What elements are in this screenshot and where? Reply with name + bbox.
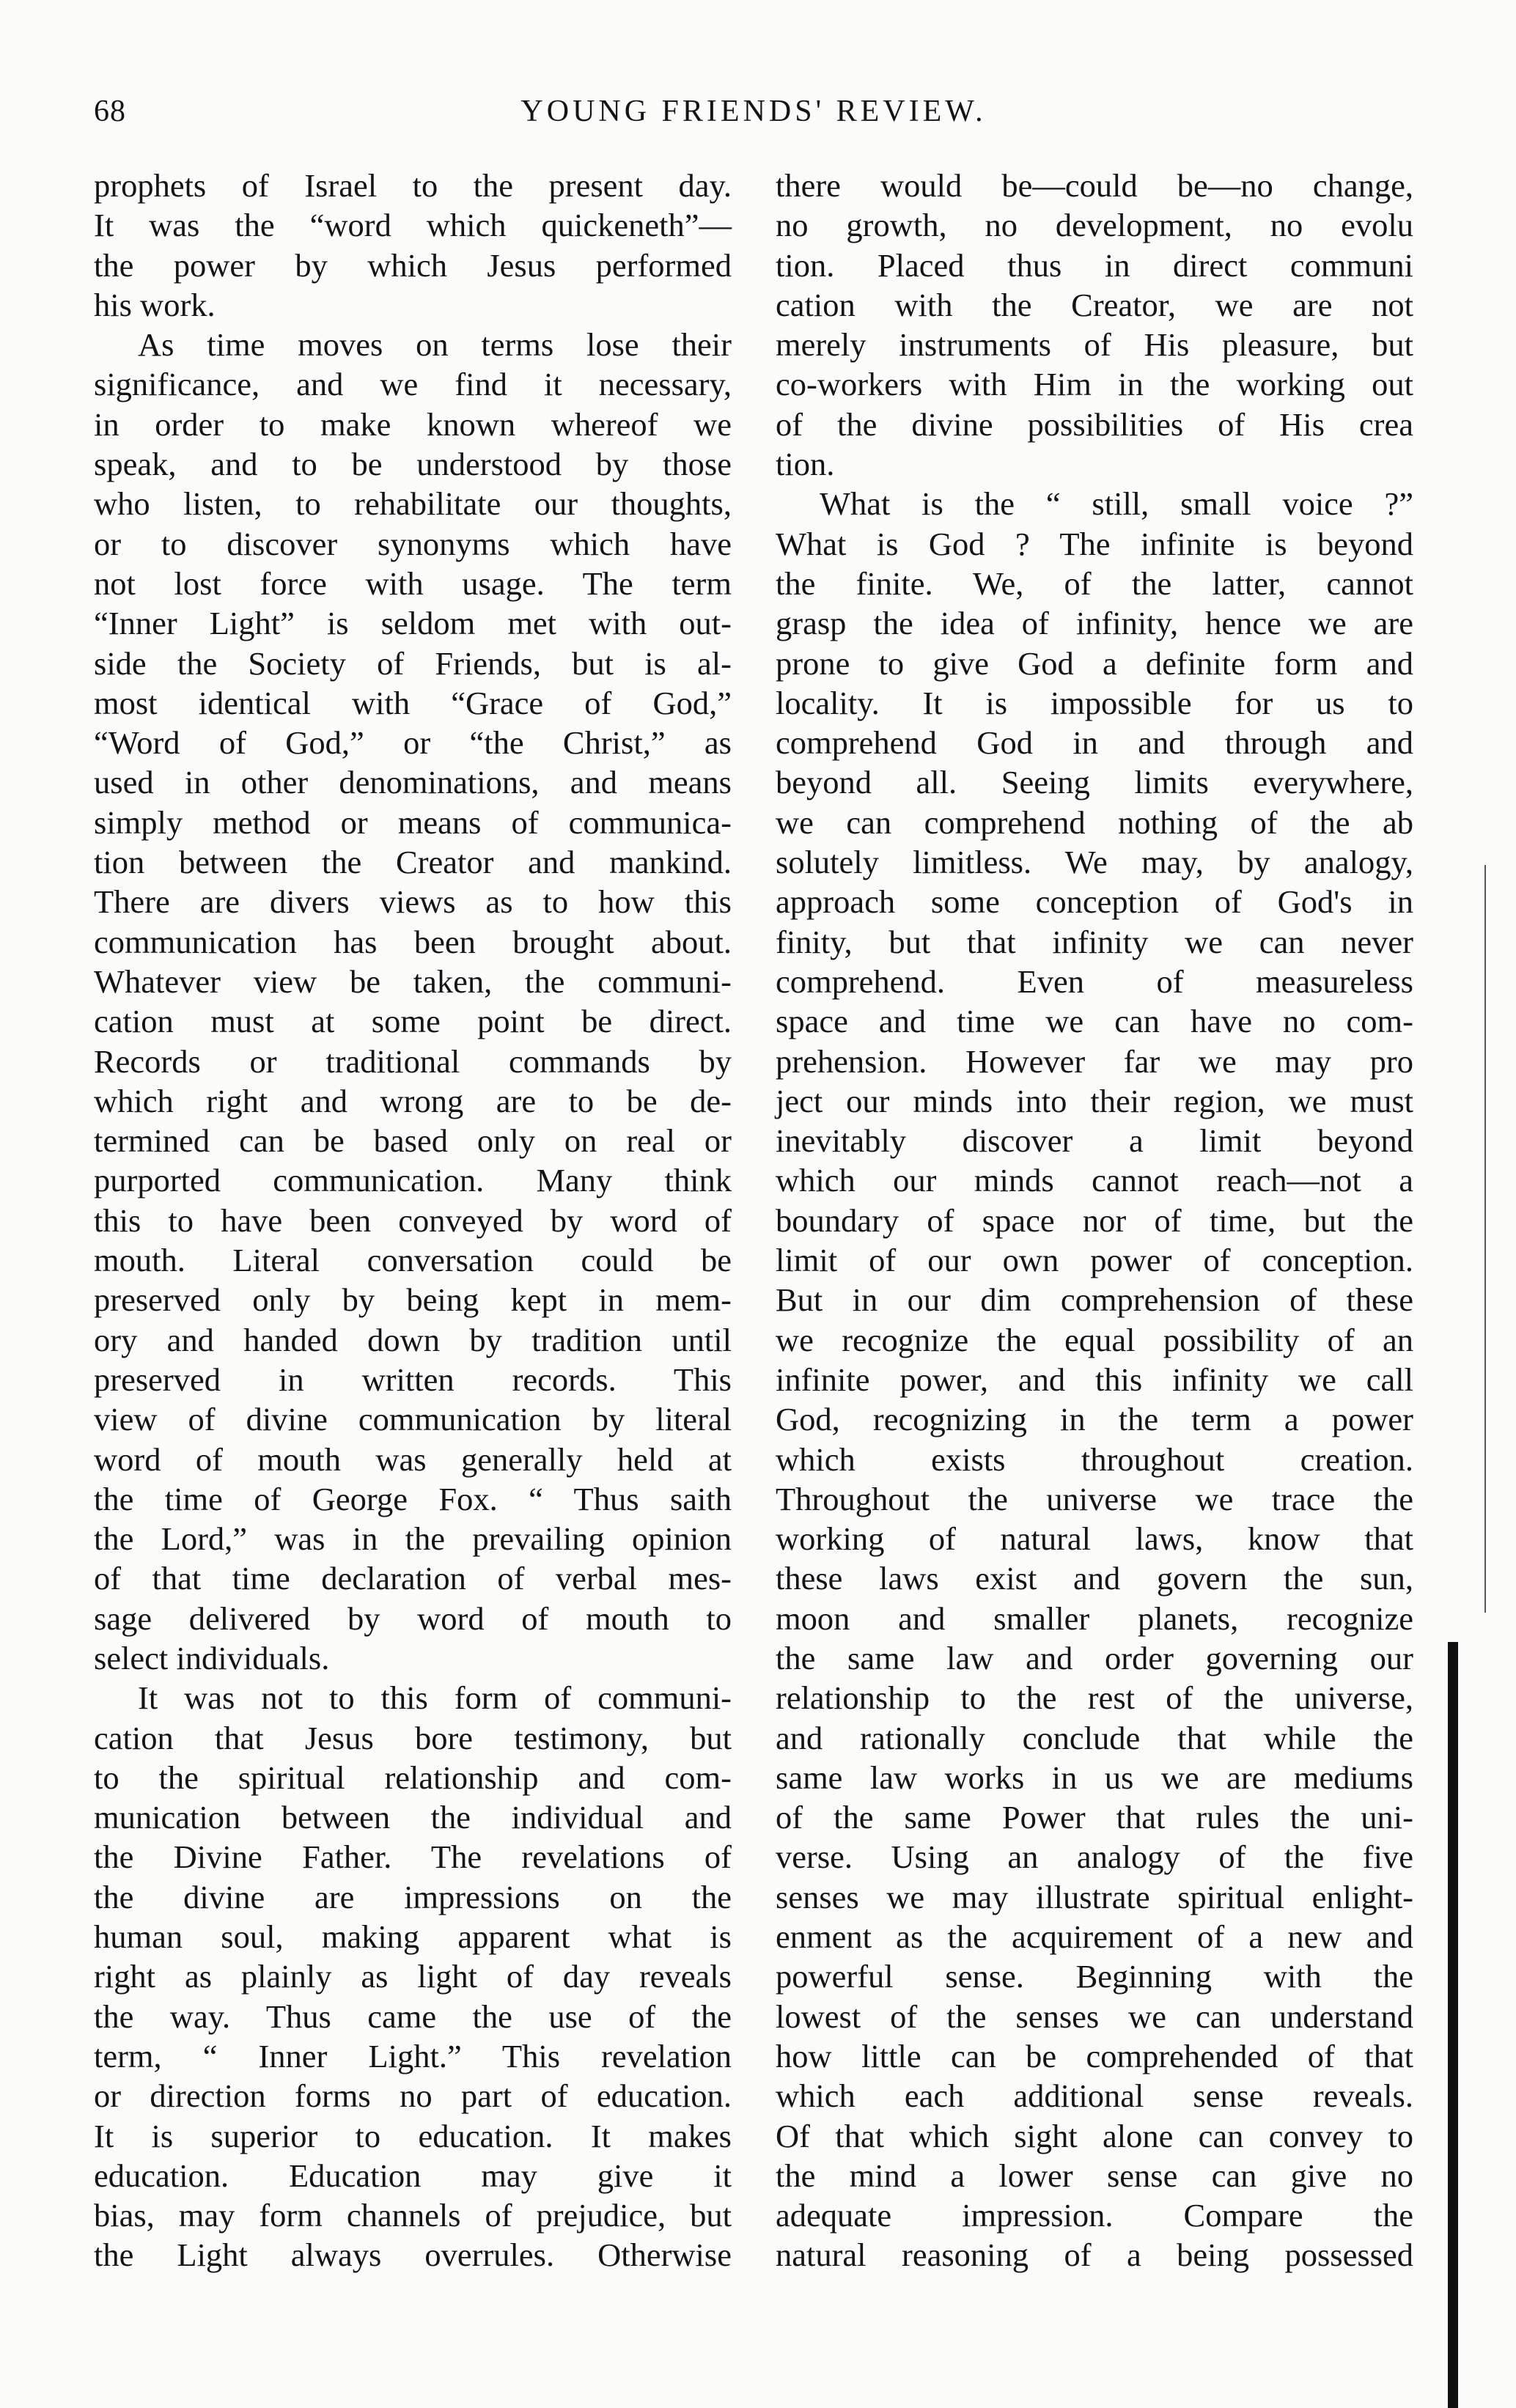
text-line: these laws exist and govern the sun, bbox=[776, 1560, 1413, 1597]
text-line: ory and handed down by tradition until bbox=[94, 1321, 732, 1358]
text-line: and rationally conclude that while the bbox=[776, 1719, 1413, 1756]
text-line: which exists throughout creation. bbox=[776, 1440, 1413, 1478]
text-line: adequate impression. Compare the bbox=[776, 2197, 1413, 2234]
text-line: select individuals. bbox=[94, 1639, 330, 1676]
text-line: we can comprehend nothing of the ab bbox=[776, 803, 1413, 841]
text-line: term, “ Inner Light.” This revelation bbox=[94, 2037, 732, 2074]
text-line: powerful sense. Beginning with the bbox=[776, 1958, 1413, 1995]
text-line: the same law and order governing our bbox=[776, 1639, 1413, 1676]
text-line: no growth, no development, no evolu bbox=[776, 207, 1413, 244]
text-line: the way. Thus came the use of the bbox=[94, 1998, 732, 2035]
text-line: the Divine Father. The revelations of bbox=[94, 1838, 732, 1876]
text-line: It was not to this form of communi- bbox=[138, 1679, 732, 1717]
text-line: how little can be comprehended of that bbox=[776, 2037, 1413, 2074]
text-line: working of natural laws, know that bbox=[776, 1520, 1413, 1558]
text-line: of that time declaration of verbal mes- bbox=[94, 1560, 732, 1597]
text-line: cation with the Creator, we are not bbox=[776, 286, 1413, 323]
text-line: speak, and to be understood by those bbox=[94, 446, 732, 483]
page-edge-line bbox=[1484, 865, 1486, 1613]
text-line: infinite power, and this infinity we call bbox=[776, 1361, 1413, 1398]
text-line: the Light always overrules. Otherwise bbox=[94, 2236, 732, 2274]
text-line: tion. bbox=[776, 446, 835, 483]
text-line: the finite. We, of the latter, cannot bbox=[776, 564, 1413, 602]
text-line: significance, and we find it necessary, bbox=[94, 366, 732, 403]
text-line: mouth. Literal conversation could be bbox=[94, 1242, 732, 1279]
text-line: used in other denominations, and means bbox=[94, 764, 732, 801]
text-line: who listen, to rehabilitate our thoughts, bbox=[94, 485, 732, 523]
text-line: or to discover synonyms which have bbox=[94, 525, 732, 562]
text-line: right as plainly as light of day reveals bbox=[94, 1958, 732, 1995]
text-line: simply method or means of communica- bbox=[94, 803, 732, 841]
text-line: natural reasoning of a being possessed bbox=[776, 2236, 1413, 2274]
text-line: munication between the individual and bbox=[94, 1799, 732, 1836]
text-line: “Inner Light” is seldom met with out- bbox=[94, 605, 732, 642]
text-line: cation must at some point be direct. bbox=[94, 1003, 732, 1040]
text-line: sage delivered by word of mouth to bbox=[94, 1599, 732, 1637]
text-line: Of that which sight alone can convey to bbox=[776, 2117, 1413, 2154]
page-edge-shadow bbox=[1448, 1642, 1458, 2408]
text-line: space and time we can have no com- bbox=[776, 1003, 1413, 1040]
text-line: senses we may illustrate spiritual enlight- bbox=[776, 1878, 1413, 1915]
text-line: “Word of God,” or “the Christ,” as bbox=[94, 724, 732, 762]
text-line: or direction forms no part of education. bbox=[94, 2077, 732, 2115]
text-line: cation that Jesus bore testimony, but bbox=[94, 1719, 732, 1756]
text-line: But in our dim comprehension of these bbox=[776, 1281, 1413, 1319]
text-line: prehension. However far we may pro bbox=[776, 1042, 1413, 1080]
text-line: to the spiritual relationship and com- bbox=[94, 1759, 732, 1796]
text-line: moon and smaller planets, recognize bbox=[776, 1599, 1413, 1637]
text-line: finity, but that infinity we can never bbox=[776, 923, 1413, 960]
text-line: lowest of the senses we can understand bbox=[776, 1998, 1413, 2035]
text-line: relationship to the rest of the universe, bbox=[776, 1679, 1413, 1717]
text-line: boundary of space nor of time, but the bbox=[776, 1201, 1413, 1239]
right-column bbox=[776, 166, 1413, 2275]
text-line: preserved in written records. This bbox=[94, 1361, 732, 1398]
text-line: his work. bbox=[94, 286, 216, 323]
text-line: view of divine communication by literal bbox=[94, 1401, 732, 1438]
text-line: ject our minds into their region, we must bbox=[776, 1082, 1413, 1119]
text-line: comprehend God in and through and bbox=[776, 724, 1413, 762]
text-line: approach some conception of God's in bbox=[776, 883, 1413, 921]
text-line: preserved only by being kept in mem- bbox=[94, 1281, 732, 1319]
text-line: God, recognizing in the term a power bbox=[776, 1401, 1413, 1438]
text-line: this to have been conveyed by word of bbox=[94, 1201, 732, 1239]
text-line: communication has been brought about. bbox=[94, 923, 732, 960]
text-line: word of mouth was generally held at bbox=[94, 1440, 732, 1478]
text-line: enment as the acquirement of a new and bbox=[776, 1918, 1413, 1956]
text-line: It is superior to education. It makes bbox=[94, 2117, 732, 2154]
text-line: beyond all. Seeing limits everywhere, bbox=[776, 764, 1413, 801]
text-line: which our minds cannot reach—not a bbox=[776, 1162, 1413, 1199]
text-line: Whatever view be taken, the communi- bbox=[94, 962, 732, 1000]
page-header bbox=[94, 94, 1413, 145]
text-line: limit of our own power of conception. bbox=[776, 1242, 1413, 1279]
text-line: most identical with “Grace of God,” bbox=[94, 684, 732, 721]
text-line: education. Education may give it bbox=[94, 2157, 732, 2194]
text-line: Records or traditional commands by bbox=[94, 1042, 732, 1080]
text-line: comprehend. Even of measureless bbox=[776, 962, 1413, 1000]
text-line: locality. It is impossible for us to bbox=[776, 684, 1413, 721]
text-line: which right and wrong are to be de- bbox=[94, 1082, 732, 1119]
text-line: purported communication. Many think bbox=[94, 1162, 732, 1199]
text-line: There are divers views as to how this bbox=[94, 883, 732, 921]
text-line: Throughout the universe we trace the bbox=[776, 1480, 1413, 1517]
text-line: As time moves on terms lose their bbox=[138, 326, 732, 364]
left-column bbox=[94, 166, 732, 2275]
text-line: the Lord,” was in the prevailing opinion bbox=[94, 1520, 732, 1558]
text-line: co-workers with Him in the working out bbox=[776, 366, 1413, 403]
text-line: tion. Placed thus in direct communi bbox=[776, 246, 1413, 284]
text-line: side the Society of Friends, but is al- bbox=[94, 644, 732, 682]
text-line: there would be—could be—no change, bbox=[776, 167, 1413, 204]
text-line: the mind a lower sense can give no bbox=[776, 2157, 1413, 2194]
text-line: merely instruments of His pleasure, but bbox=[776, 326, 1413, 364]
text-line: verse. Using an analogy of the five bbox=[776, 1838, 1413, 1876]
text-line: solutely limitless. We may, by analogy, bbox=[776, 844, 1413, 881]
text-line: which each additional sense reveals. bbox=[776, 2077, 1413, 2115]
text-line: in order to make known whereof we bbox=[94, 405, 732, 443]
text-line: What is God ? The infinite is beyond bbox=[776, 525, 1413, 562]
text-line: we recognize the equal possibility of an bbox=[776, 1321, 1413, 1358]
page-number: 68 bbox=[94, 95, 126, 128]
text-line: prophets of Israel to the present day. bbox=[94, 167, 732, 204]
text-line: the power by which Jesus performed bbox=[94, 246, 732, 284]
text-line: prone to give God a definite form and bbox=[776, 644, 1413, 682]
text-line: the divine are impressions on the bbox=[94, 1878, 732, 1915]
text-line: same law works in us we are mediums bbox=[776, 1759, 1413, 1796]
text-line: of the divine possibilities of His crea bbox=[776, 405, 1413, 443]
text-line: human soul, making apparent what is bbox=[94, 1918, 732, 1956]
text-line: What is the “ still, small voice ?” bbox=[820, 485, 1413, 523]
text-line: not lost force with usage. The term bbox=[94, 564, 732, 602]
running-title: YOUNG FRIENDS' REVIEW. bbox=[520, 95, 987, 128]
text-line: It was the “word which quickeneth”— bbox=[94, 207, 732, 244]
text-line: tion between the Creator and mankind. bbox=[94, 844, 732, 881]
text-line: the time of George Fox. “ Thus saith bbox=[94, 1480, 732, 1517]
text-line: grasp the idea of infinity, hence we are bbox=[776, 605, 1413, 642]
text-line: termined can be based only on real or bbox=[94, 1122, 732, 1160]
text-line: inevitably discover a limit beyond bbox=[776, 1122, 1413, 1160]
text-line: bias, may form channels of prejudice, but bbox=[94, 2197, 732, 2234]
text-line: of the same Power that rules the uni- bbox=[776, 1799, 1413, 1836]
